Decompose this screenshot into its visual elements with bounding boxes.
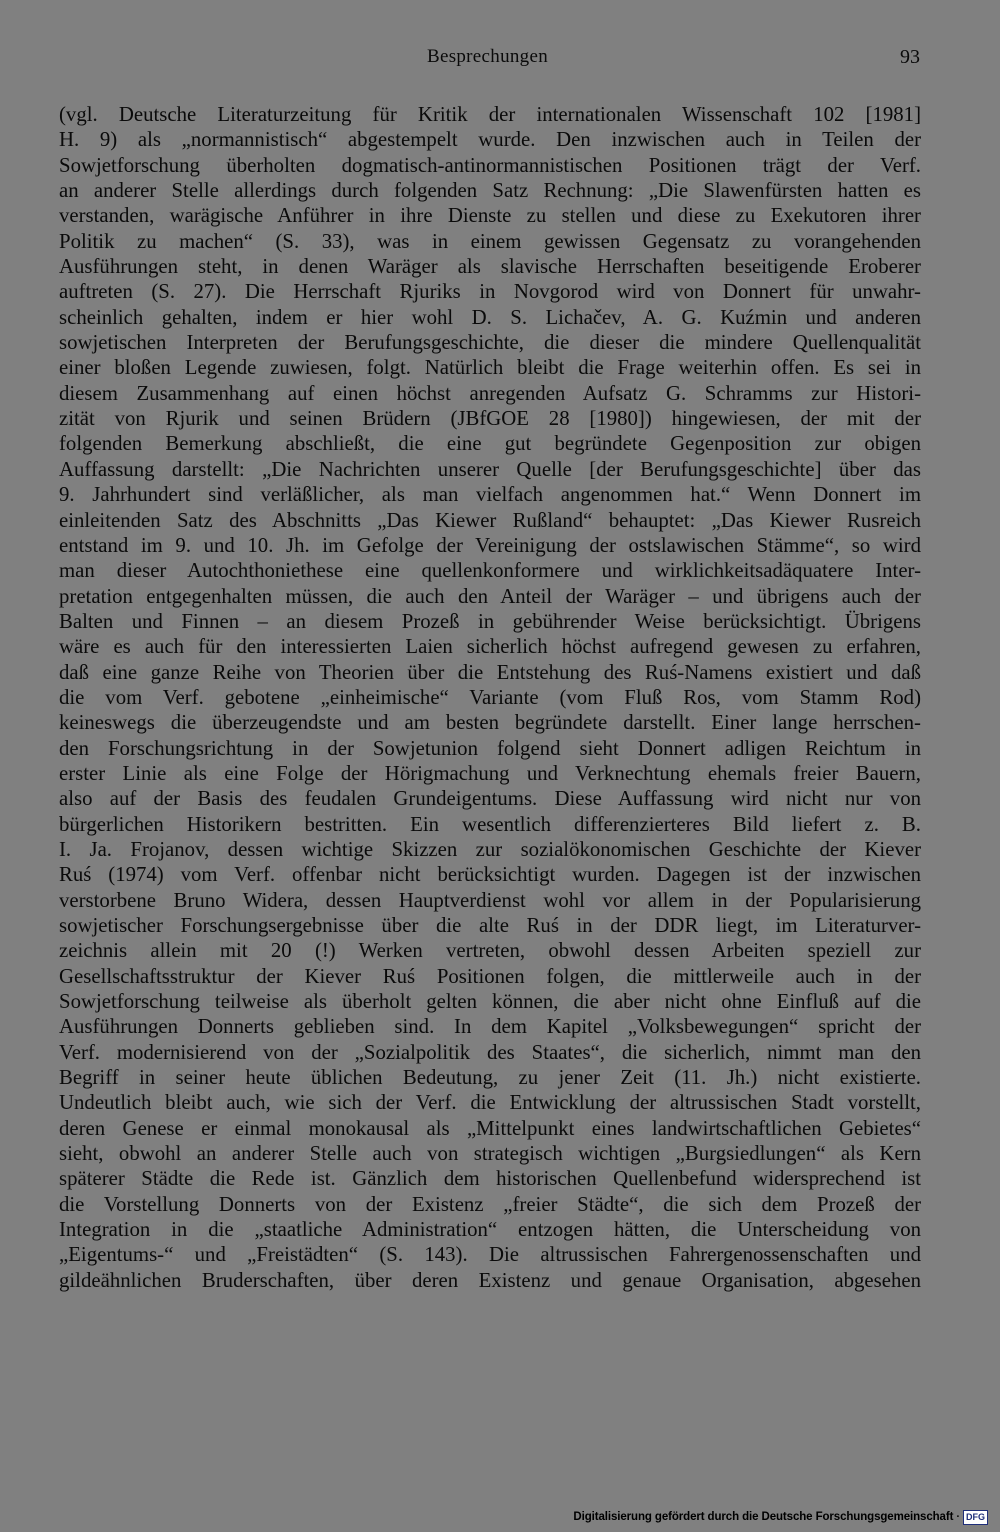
text-line: „Eigentums-“ und „Freistädten“ (S. 143). Die altrussischen Fahrergenossenschaften und (59, 1243, 921, 1267)
text-line: erster Linie als eine Folge der Hörigmachung und Verknechtung ehemals freier Bauern, (59, 761, 921, 785)
text-line: Gesellschaftsstruktur der Kiever Ruś Positionen folgen, die mittlerweile auch in der (59, 964, 921, 988)
text-line: folgenden Bemerkung abschließt, die eine gut begründete Gegenposition zur obigen (59, 432, 921, 456)
footer-separator: · (956, 1511, 960, 1523)
text-line: I. Ja. Frojanov, dessen wichtige Skizzen zur sozialökonomischen Geschichte der Kiever (59, 837, 921, 861)
text-line: verstanden, warägische Anführer in ihre Dienste zu stellen und diese zu Exekutoren ihrer (59, 204, 921, 228)
page-number: 93 (900, 46, 920, 68)
running-head-title: Besprechungen (426, 46, 549, 67)
text-line: Ausführungen steht, in denen Waräger als slavische Herrschaften beseitigende Eroberer (59, 255, 921, 279)
digitization-footer (573, 1508, 988, 1526)
text-line: bürgerlichen Historikern bestritten. Ein wesentlich differenzierteres Bild liefert z. B. (59, 812, 921, 836)
text-line: Sowjetforschung überholten dogmatisch-antinormannistischen Positionen trägt der Verf. (59, 153, 921, 177)
text-line: deren Genese er einmal monokausal als „Mittelpunkt eines landwirtschaftlichen Gebietes“ (59, 1116, 921, 1140)
footer-credit-text: Digitalisierung gefördert durch die Deutsche Forschungsgemeinschaft (573, 1511, 954, 1523)
text-line: entstand im 9. und 10. Jh. im Gefolge der Vereinigung der ostslawischen Stämme“, so wird (59, 533, 921, 557)
text-line: sowjetischer Forschungsergebnisse über die alte Ruś in der DDR liegt, im Literaturver- (59, 914, 921, 937)
text-line: scheinlich gehalten, indem er hier wohl D. S. Lichačev, A. G. Kuźmin und anderen (59, 305, 921, 329)
text-line: Undeutlich bleibt auch, wie sich der Verf. die Entwicklung der altrussischen Stadt vorstellt, (59, 1091, 921, 1115)
text-line: einleitenden Satz des Abschnitts „Das Kiewer Rußland“ behauptet: „Das Kiewer Rusreich (59, 508, 921, 532)
text-line: an anderer Stelle allerdings durch folgenden Satz Rechnung: „Die Slawenfürsten hatten es (59, 179, 921, 203)
text-line: zität von Rjurik und seinen Brüdern (JBfGOE 28 [1980]) hingewiesen, der mit der (59, 407, 921, 431)
text-line: Ausführungen Donnerts geblieben sind. In dem Kapitel „Volksbewegungen“ spricht der (59, 1015, 921, 1039)
text-line: Sowjetforschung teilweise als überholt gelten können, die aber nicht ohne Einfluß auf die (59, 990, 921, 1014)
text-line: gildeähnlichen Bruderschaften, über deren Existenz und genaue Organisation, abgesehen (59, 1268, 921, 1292)
text-line: Verf. modernisierend von der „Sozialpolitik des Staates“, die sicherlich, nimmt man den (59, 1040, 921, 1064)
text-line: sieht, obwohl an anderer Stelle auch von strategisch wichtigen „Burgsiedlungen“ als Kern (59, 1142, 921, 1166)
dfg-logo-icon: DFG (963, 1510, 988, 1525)
text-line: den Forschungsrichtung in der Sowjetunion folgend sieht Donnert adligen Reichtum in (59, 736, 921, 760)
text-line: 9. Jahrhundert sind verläßlicher, als man vielfach angenommen hat.“ Wenn Donnert im (59, 483, 921, 507)
text-line: Integration in die „staatliche Administration“ entzogen hätten, die Unterscheidung von (59, 1218, 921, 1242)
text-line: wäre es auch für den interessierten Laien sicherlich höchst aufregend gewesen zu erfahren, (59, 635, 921, 659)
text-line: (vgl. Deutsche Literaturzeitung für Kritik der internationalen Wissenschaft 102 [1981] (59, 103, 921, 126)
text-line: sowjetischen Interpreten der Berufungsgeschichte, die dieser die mindere Quellenqualität (59, 331, 921, 355)
text-line: man dieser Autochthoniethese eine quellenkonformere und wirklichkeitsadäquatere Inter- (59, 559, 921, 583)
text-line: H. 9) als „normannistisch“ abgestempelt wurde. Den inzwischen auch in Teilen der (59, 128, 921, 152)
text-line: verstorbene Bruno Widera, dessen Hauptverdienst wohl vor allem in der Popularisierung (59, 888, 921, 912)
text-line: die vom Verf. gebotene „einheimische“ Variante (vom Fluß Ros, vom Stamm Rod) (59, 685, 921, 709)
text-line: zeichnis allein mit 20 (!) Werken vertreten, obwohl dessen Arbeiten speziell zur (59, 939, 921, 963)
text-line: Begriff in seiner heute üblichen Bedeutung, zu jener Zeit (11. Jh.) nicht existierte. (59, 1066, 921, 1090)
text-line: die Vorstellung Donnerts von der Existenz „freier Städte“, die sich dem Prozeß der (59, 1192, 921, 1216)
text-line: daß eine ganze Reihe von Theorien über die Entstehung des Ruś-Namens existiert und daß (59, 660, 921, 684)
text-line: einer bloßen Legende zuwiesen, folgt. Natürlich bleibt die Frage weiterhin offen. Es sei in (59, 356, 921, 380)
text-line: Auffassung darstellt: „Die Nachrichten unserer Quelle [der Berufungsgeschichte] über das (59, 457, 921, 481)
text-line: Politik zu machen“ (S. 33), was in einem gewissen Gegensatz zu vorangehenden (59, 229, 921, 253)
text-line: späterer Städte die Rede ist. Gänzlich dem historischen Quellenbefund widersprechend ist (59, 1167, 921, 1191)
text-line: Balten und Finnen – an diesem Prozeß in gebührender Weise berücksichtigt. Übrigens (59, 609, 921, 633)
running-head (0, 46, 1000, 74)
text-line: auftreten (S. 27). Die Herrschaft Rjuriks in Novgorod wird von Donnert für unwahr- (59, 280, 921, 304)
text-line: Ruś (1974) vom Verf. offenbar nicht berücksichtigt wurden. Dagegen ist der inzwischen (59, 863, 921, 887)
text-line: diesem Zusammenhang auf einen höchst anregenden Aufsatz G. Schramms zur Histori- (59, 381, 921, 405)
text-line: also auf der Basis des feudalen Grundeigentums. Diese Auffassung wird nicht nur von (59, 787, 921, 811)
body-text (59, 102, 921, 1293)
text-line: pretation entgegenhalten müssen, die auch den Anteil der Waräger – und übrigens auch der (59, 584, 921, 608)
text-line: keineswegs die überzeugendste und am besten begründete darstellt. Einer lange herrschen- (59, 711, 921, 735)
